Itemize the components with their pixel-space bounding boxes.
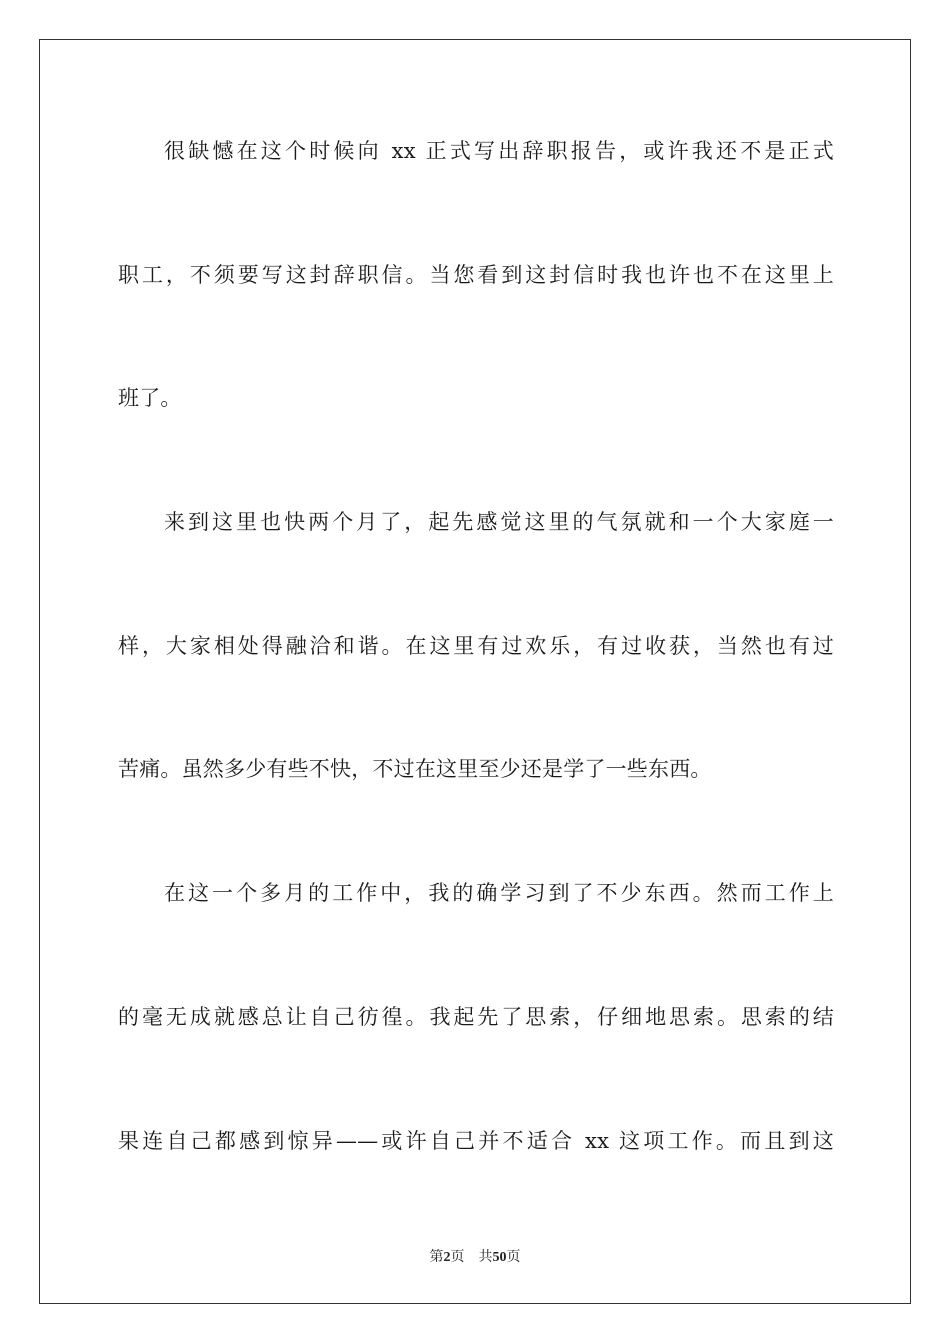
page-prefix: 第: [429, 1249, 444, 1265]
paragraph-2-line-2: 样，大家相处得融洽和谐。在这里有过欢乐，有过收获，当然也有过: [118, 634, 834, 658]
paragraph-2-line-1: 来到这里也快两个月了，起先感觉这里的气氛就和一个大家庭一: [164, 510, 834, 534]
page-suffix: 页: [450, 1249, 465, 1265]
paragraph-3-line-1: 在这一个多月的工作中，我的确学习到了不少东西。然而工作上: [164, 881, 834, 905]
paragraph-3-line-3: 果连自己都感到惊异——或许自己并不适合 xx 这项工作。而且到这: [118, 1129, 834, 1153]
paragraph-2-line-3: 苦痛。虽然多少有些不快，不过在这里至少还是学了一些东西。: [118, 757, 712, 781]
total-suffix: 页: [506, 1249, 521, 1265]
paragraph-1-line-2: 职工，不须要写这封辞职信。当您看到这封信时我也许也不在这里上: [118, 263, 834, 287]
paragraph-1-line-1: 很缺憾在这个时候向 xx 正式写出辞职报告，或许我还不是正式: [164, 139, 834, 163]
page-number: 2: [443, 1250, 451, 1265]
page-footer: [0, 1248, 950, 1267]
total-prefix: 共: [478, 1249, 493, 1265]
total-pages: 50: [492, 1250, 507, 1265]
paragraph-1-line-3: 班了。: [118, 386, 182, 410]
paragraph-3-line-2: 的毫无成就感总让自己彷徨。我起先了思索，仔细地思索。思索的结: [118, 1005, 834, 1029]
page-border: [39, 39, 911, 1304]
